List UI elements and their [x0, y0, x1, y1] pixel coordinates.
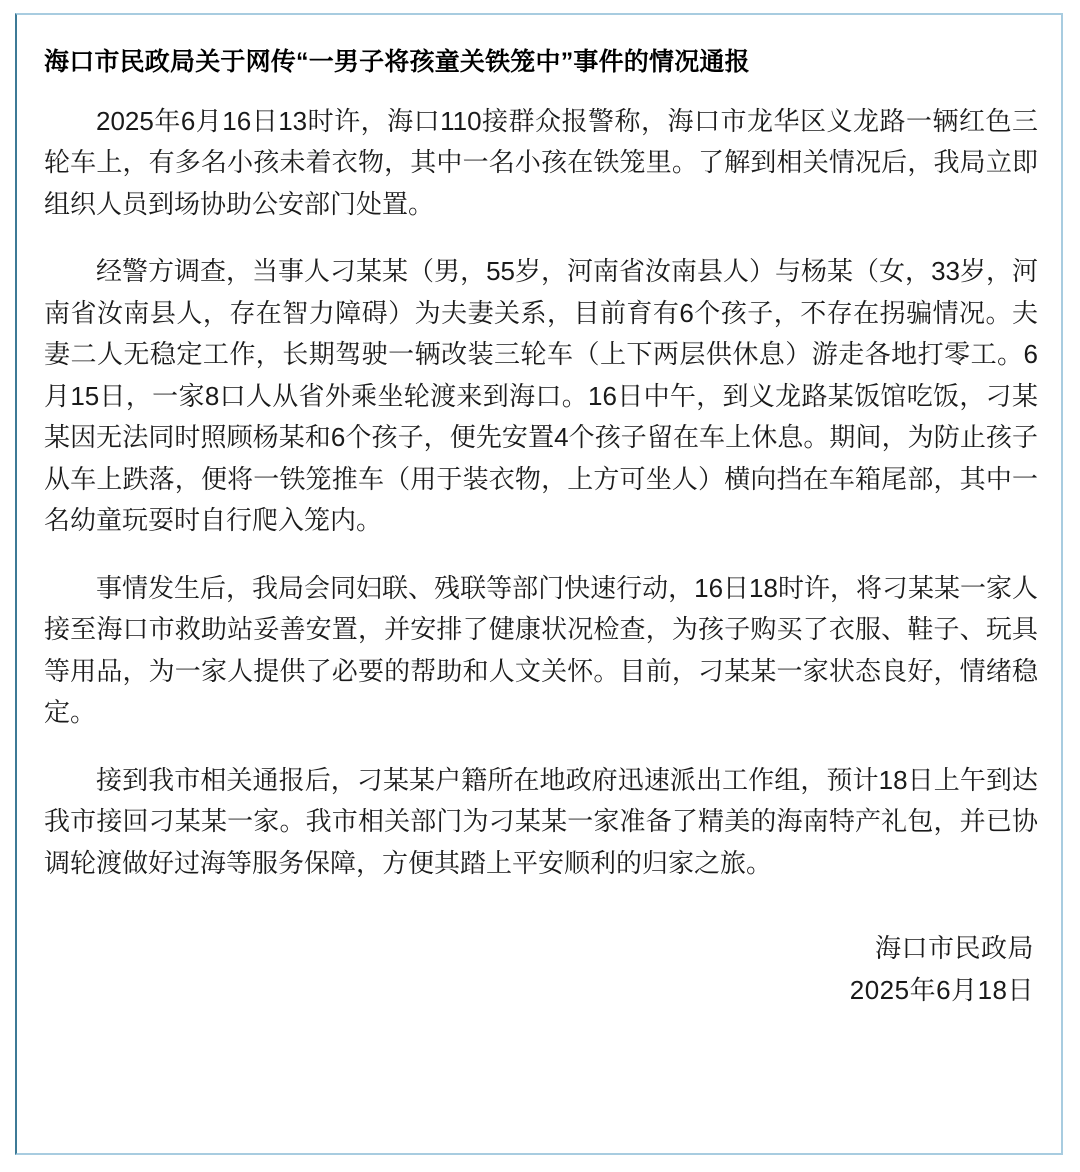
- page-title: 海口市民政局关于网传“一男子将孩童关铁笼中”事件的情况通报: [44, 48, 750, 76]
- paragraph-1: 2025年6月16日13时许，海口110接群众报警称，海口市龙华区义龙路一辆红色三轮车上，有多名小孩未着衣物，其中一名小孩在铁笼里。了解到相关情况后，我局立即组织人员到场协助公安部门处置。: [44, 105, 1038, 219]
- document-body: [44, 101, 1038, 885]
- paragraph-4: 接到我市相关通报后，刁某某户籍所在地政府迅速派出工作组，预计18日上午到达我市接回刁某某一家。我市相关部门为刁某某一家准备了精美的海南特产礼包，并已协调轮渡做好过海等服务保障，方便其踏上平安顺利的归家之旅。: [44, 764, 1038, 878]
- paragraph-2: 经警方调查，当事人刁某某（男，55岁，河南省汝南县人）与杨某（女，33岁，河南省汝南县人，存在智力障碍）为夫妻关系，目前育有6个孩子，不存在拐骗情况。夫妻二人无稳定工作，长期驾驶一辆改装三轮车（上下两层供休息）游走各地打零工。6月15日，一家8口人从省外乘坐轮渡来到海口。16日中午，到义龙路某饭馆吃饭，刁某某因无法同时照顾杨某和6个孩子，便先安置4个孩子留在车上休息。期间，为防止孩子从车上跌落，便将一铁笼推车（用于装衣物，上方可坐人）横向挡在车箱尾部，其中一名幼童玩耍时自行爬入笼内。: [44, 256, 1038, 535]
- document-page: [15, 13, 1063, 1155]
- signature-date: 2025年6月18日: [849, 974, 1034, 1005]
- signature-issuer: 海口市民政局: [874, 933, 1034, 963]
- paragraph-3: 事情发生后，我局会同妇联、残联等部门快速行动，16日18时许，将刁某某一家人接至海口市救助站妥善安置，并安排了健康状况检查，为孩子购买了衣服、鞋子、玩具等用品，为一家人提供了必要的帮助和人文关怀。目前，刁某某一家状态良好，情绪稳定。: [44, 572, 1038, 727]
- document-content-area: [44, 15, 1038, 1153]
- signature-block: [44, 928, 1038, 1011]
